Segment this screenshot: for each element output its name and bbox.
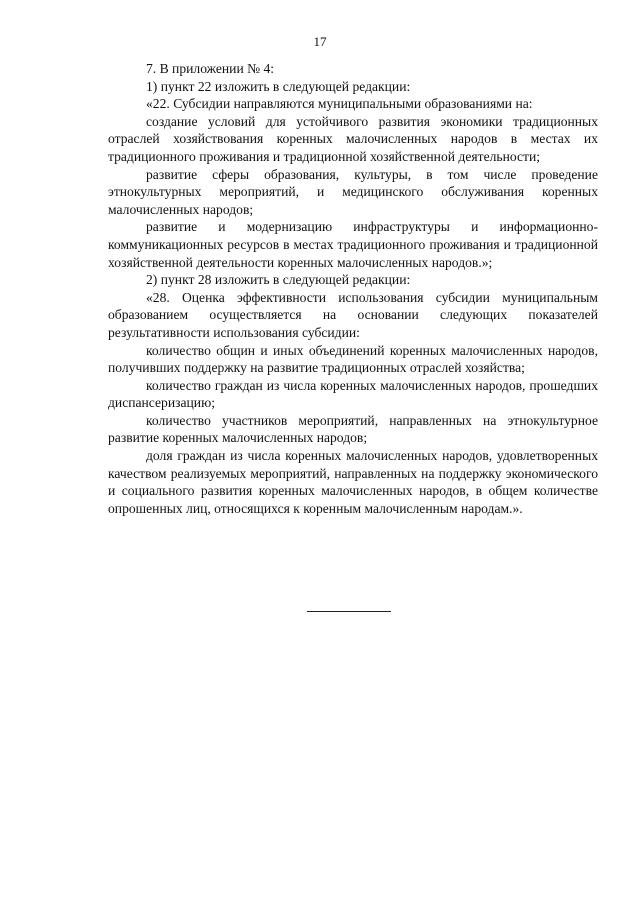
paragraph-point-22-start: «22. Субсидии направляются муниципальными образованиями на: <box>146 96 533 112</box>
paragraph-indicator-satisfaction: доля граждан из числа коренных малочисленных народов, удовлетворенных качеством реализуемых мероприятий, направленных на поддержку экономического и социального развития коренных малочисленных народов, в общем количестве опрошенных лиц, относящихся к коренным малочисленным народам.». <box>108 448 598 516</box>
paragraph-indicator-medical-exam: количество граждан из числа коренных малочисленных народов, прошедших диспансеризацию; <box>108 377 598 411</box>
paragraph-item-1-intro: 1) пункт 22 изложить в следующей редакции: <box>146 78 411 94</box>
paragraph-indicator-communities: количество общин и иных объединений коренных малочисленных народов, получивших поддержку на развитие традиционных отраслей хозяйства; <box>108 342 598 376</box>
paragraph-infrastructure: развитие и модернизацию инфраструктуры и информационно-коммуникационных ресурсов в местах традиционного проживания и традиционной хозяйственной деятельности коренных малочисленных народов.»; <box>108 219 598 270</box>
paragraph-appendix-heading: 7. В приложении № 4: <box>146 61 275 76</box>
paragraph-item-2-intro: 2) пункт 28 изложить в следующей редакции: <box>146 272 411 288</box>
page-number: 17 <box>313 34 327 49</box>
paragraph-economy-development: создание условий для устойчивого развития экономики традиционных отраслей хозяйствования коренных малочисленных народов в местах их традиционного проживания и традиционной хозяйственной деятельности; <box>108 113 598 164</box>
paragraph-education-culture: развитие сферы образования, культуры, в том числе проведение этнокультурных мероприятий, и медицинского обслуживания коренных малочисленных народов; <box>108 166 598 217</box>
paragraph-indicator-participants: количество участников мероприятий, направленных на этнокультурное развитие коренных малочисленных народов; <box>108 412 598 446</box>
end-of-text-rule <box>307 611 391 612</box>
document-body <box>108 60 598 517</box>
paragraph-point-28-start: «28. Оценка эффективности использования субсидии муниципальным образованием осуществляется на основании следующих показателей результативности использования субсидии: <box>108 289 598 340</box>
